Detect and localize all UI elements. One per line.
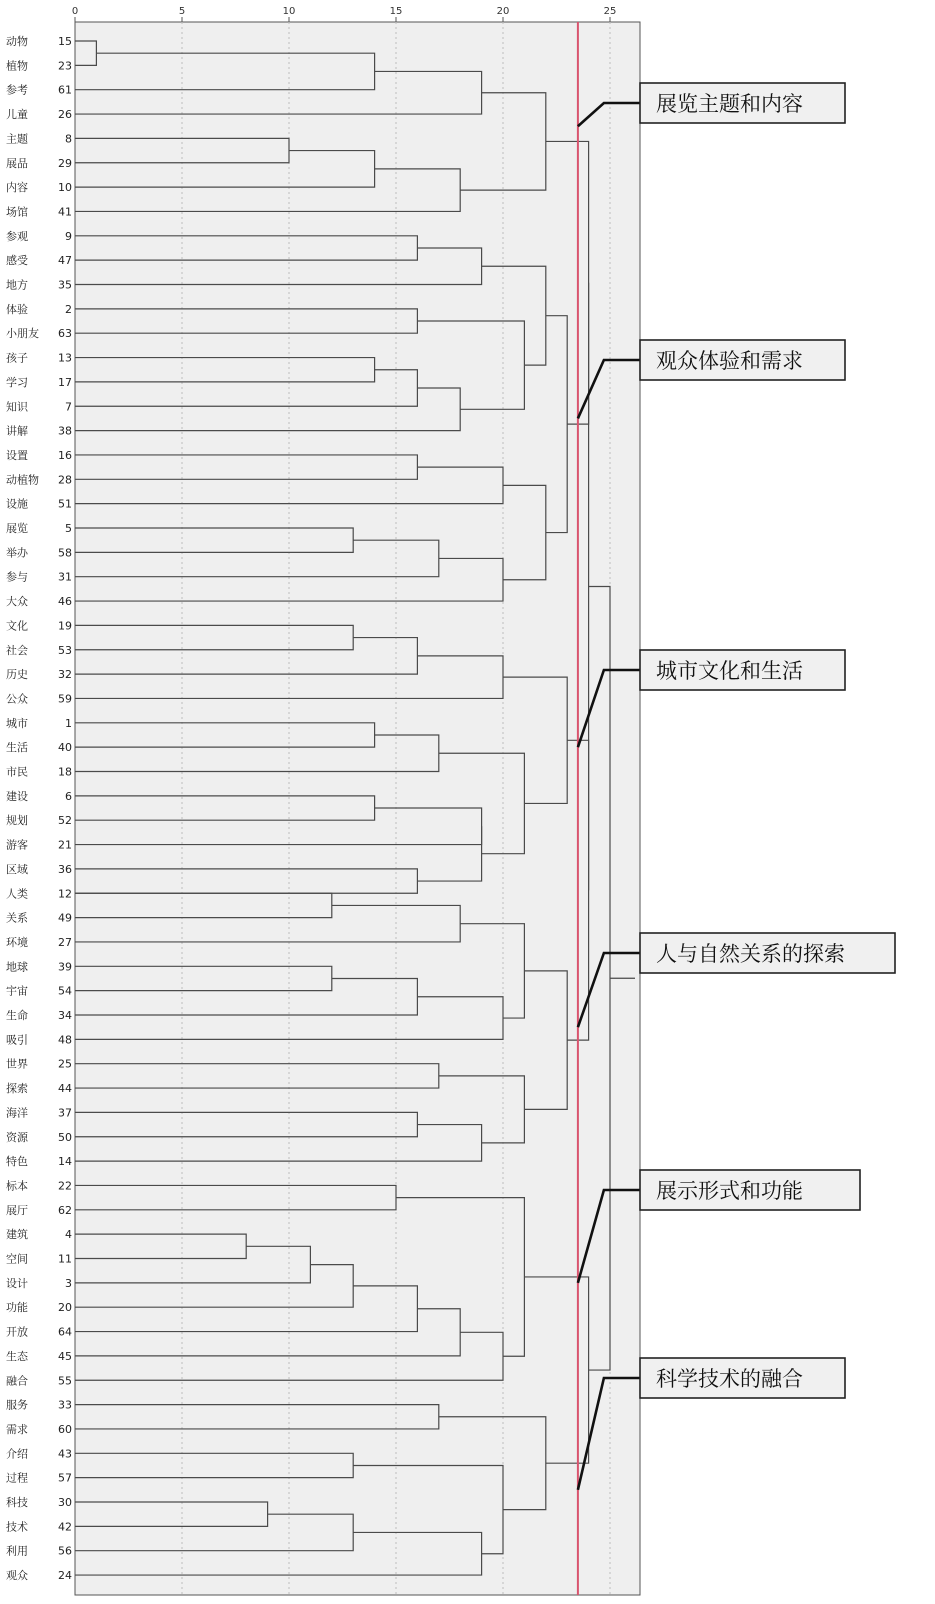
leaf-id: 9: [65, 229, 72, 243]
leaf-label: 大众: [6, 595, 28, 609]
leaf-id: 44: [58, 1082, 72, 1096]
leaf-id: 51: [58, 497, 72, 511]
leaf-label: 游客: [6, 838, 28, 852]
leaf-label: 场馆: [6, 205, 28, 219]
leaf-label: 观众: [6, 1569, 28, 1583]
leaf-id: 20: [58, 1301, 72, 1315]
leaf-label: 小朋友: [6, 327, 39, 341]
leaf-label: 宇宙: [6, 984, 28, 998]
cluster-label: 展览主题和内容: [656, 92, 803, 116]
leaf-label: 体验: [6, 302, 28, 316]
leaf-label: 城市: [6, 716, 28, 730]
leaf-id: 26: [58, 108, 72, 122]
leaf-id: 40: [58, 741, 72, 755]
leaf-id: 18: [58, 765, 72, 779]
leaf-label: 利用: [6, 1544, 28, 1558]
leaf-id: 39: [58, 960, 72, 974]
leaf-id: 8: [65, 132, 72, 146]
leaf-label: 文化: [6, 619, 28, 633]
leaf-id: 29: [58, 156, 72, 170]
leaf-id: 41: [58, 205, 72, 219]
leaf-label: 孩子: [6, 351, 28, 365]
leaf-label: 环境: [6, 935, 28, 949]
leaf-id: 49: [58, 911, 72, 925]
tick-label: 10: [282, 6, 296, 17]
leaf-id: 45: [58, 1349, 72, 1363]
leaf-id: 23: [58, 59, 72, 73]
leaf-label: 参与: [6, 570, 28, 584]
leaf-label: 吸引: [6, 1033, 28, 1047]
leaf-id: 15: [58, 35, 72, 48]
leaf-id: 17: [58, 375, 72, 389]
leaf-id: 48: [58, 1033, 72, 1047]
leaf-label: 参观: [6, 229, 28, 243]
axis-ticks: [72, 6, 617, 22]
leaf-label: 历史: [6, 668, 28, 682]
leaf-label: 功能: [6, 1301, 28, 1315]
leaf-label: 生活: [6, 741, 28, 755]
leaf-id: 38: [58, 424, 72, 438]
leaf-id: 1: [65, 716, 72, 730]
leaf-label: 展品: [6, 156, 28, 170]
leaf-label: 公众: [6, 692, 28, 706]
tick-label: 25: [603, 6, 617, 17]
cluster-label: 人与自然关系的探索: [656, 942, 845, 966]
leaf-label: 讲解: [6, 424, 28, 438]
leaf-id: 36: [58, 862, 72, 876]
leaf-id: 34: [58, 1009, 72, 1022]
leaf-label: 设施: [6, 497, 28, 511]
leaf-id: 7: [65, 400, 72, 414]
leaf-id: 46: [58, 595, 72, 609]
leaf-label: 地方: [6, 278, 28, 292]
leaf-id: 12: [58, 887, 72, 901]
leaf-label: 标本: [6, 1179, 28, 1193]
leaf-id: 37: [58, 1106, 72, 1120]
leaf-label: 规划: [6, 814, 28, 828]
leaf-id: 16: [58, 448, 72, 462]
leaf-id: 5: [65, 522, 72, 535]
leaf-id: 35: [58, 278, 72, 292]
leaf-label: 开放: [6, 1325, 28, 1339]
leaf-label: 动物: [6, 35, 28, 48]
leaf-label: 地球: [6, 960, 28, 974]
leaf-id: 21: [58, 838, 72, 852]
leaf-label: 设置: [6, 448, 28, 462]
leaf-id: 53: [58, 643, 72, 657]
leaf-id: 61: [58, 83, 72, 97]
cluster-label: 展示形式和功能: [656, 1179, 803, 1203]
leaf-label: 内容: [6, 181, 28, 195]
leaf-id: 55: [58, 1374, 72, 1388]
leaf-id: 6: [65, 789, 72, 803]
leaf-id: 43: [58, 1447, 72, 1461]
leaf-label: 生态: [6, 1349, 28, 1363]
leaf-label: 展厅: [6, 1203, 28, 1217]
leaf-label: 空间: [6, 1252, 28, 1266]
leaf-id: 32: [58, 668, 72, 682]
leaf-id: 10: [58, 181, 72, 195]
leaf-label: 区域: [6, 862, 28, 876]
leaf-label: 设计: [6, 1276, 28, 1290]
leaf-label: 动植物: [6, 473, 39, 487]
leaf-id: 13: [58, 351, 72, 365]
leaf-label: 探索: [6, 1082, 28, 1096]
tick-label: 20: [496, 6, 510, 17]
leaf-id: 52: [58, 814, 72, 828]
leaf-label: 展览: [6, 522, 28, 535]
leaf-id: 57: [58, 1471, 72, 1485]
leaf-label: 关系: [6, 911, 28, 925]
leaf-id: 42: [58, 1520, 72, 1534]
leaf-label: 市民: [6, 765, 28, 779]
leaf-id: 19: [58, 619, 72, 633]
leaf-id: 50: [58, 1130, 72, 1144]
tick-label: 15: [389, 6, 403, 17]
leaf-id: 64: [58, 1325, 72, 1339]
plot-panel: [75, 22, 640, 1595]
leaf-label: 介绍: [6, 1447, 28, 1461]
leaf-id: 28: [58, 473, 72, 487]
leaf-label: 海洋: [6, 1106, 28, 1120]
leaf-id: 47: [58, 254, 72, 268]
leaf-id: 3: [65, 1276, 72, 1290]
leaf-label: 建设: [6, 789, 28, 803]
leaf-label: 融合: [6, 1374, 28, 1388]
leaf-id: 31: [58, 570, 72, 584]
leaf-label: 知识: [6, 400, 28, 414]
leaf-label: 过程: [6, 1471, 28, 1485]
leaf-id: 54: [58, 984, 72, 998]
leaf-label: 感受: [6, 254, 28, 268]
leaf-id: 63: [58, 327, 72, 341]
cluster-label: 科学技术的融合: [656, 1367, 803, 1391]
leaf-id: 22: [58, 1179, 72, 1193]
leaf-label: 资源: [6, 1130, 28, 1144]
leaf-label: 特色: [6, 1155, 28, 1169]
leaf-label: 儿童: [6, 108, 28, 122]
leaf-label: 学习: [6, 375, 28, 389]
leaf-id: 59: [58, 692, 72, 706]
leaf-label: 举办: [6, 546, 28, 560]
tick-label: 0: [71, 6, 79, 17]
leaf-id: 14: [58, 1155, 72, 1169]
leaf-labels: [6, 34, 72, 1582]
leaf-id: 4: [65, 1228, 72, 1242]
leaf-id: 25: [58, 1057, 72, 1071]
leaf-id: 56: [58, 1544, 72, 1558]
leaf-label: 需求: [6, 1422, 28, 1436]
cluster-label: 城市文化和生活: [656, 659, 803, 683]
leaf-label: 服务: [6, 1398, 28, 1412]
leaf-id: 58: [58, 546, 72, 560]
leaf-label: 社会: [6, 643, 28, 657]
tick-label: 5: [178, 6, 186, 17]
leaf-label: 技术: [6, 1520, 28, 1534]
leaf-label: 主题: [6, 132, 28, 146]
leaf-id: 11: [58, 1252, 72, 1266]
leaf-id: 30: [58, 1496, 72, 1509]
leaf-id: 33: [58, 1398, 72, 1412]
cluster-label: 观众体验和需求: [656, 349, 803, 373]
leaf-id: 24: [58, 1569, 72, 1583]
leaf-id: 62: [58, 1203, 72, 1217]
leaf-id: 2: [65, 302, 72, 316]
leaf-label: 世界: [6, 1057, 28, 1071]
leaf-id: 60: [58, 1422, 72, 1436]
leaf-label: 参考: [6, 83, 28, 97]
leaf-label: 建筑: [6, 1228, 28, 1242]
leaf-id: 27: [58, 935, 72, 949]
leaf-label: 生命: [6, 1009, 28, 1022]
leaf-label: 科技: [6, 1496, 28, 1509]
leaf-label: 人类: [6, 887, 28, 901]
leaf-label: 植物: [6, 59, 28, 73]
